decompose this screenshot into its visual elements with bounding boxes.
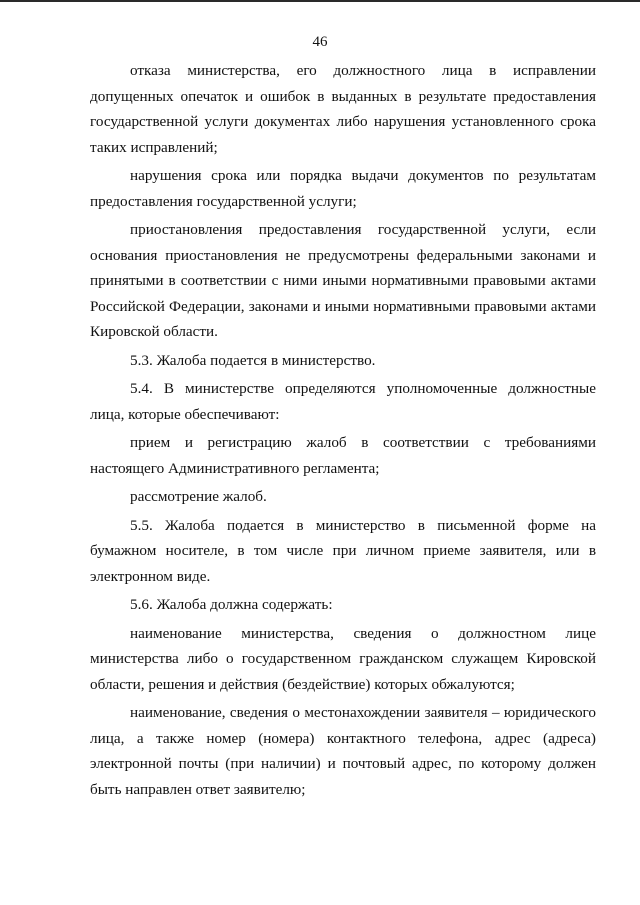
paragraph-suspension: приостановления предоставления государственной услуги, если основания приостановления не предусмотрены федеральными законами и принятыми в соответствии с ними иными нормативными правовыми актами Российской Федерации, законами и иными нормативными правовыми актами Кировской области. <box>90 221 596 340</box>
paragraph-applicant-info: наименование, сведения о местонахождении заявителя – юридического лица, а также номер (номера) контактного телефона, адрес (адреса) электронной почты (при наличии) и почтовый адрес, по которому должен быть направлен ответ заявителю; <box>90 704 596 798</box>
paragraph-refusal-corrections: отказа министерства, его должностного лица в исправлении допущенных опечаток и ошибок в выданных в результате предоставления государственной услуги документах либо нарушения установленного срока таких исправлений; <box>90 62 596 156</box>
paragraph-5-3: 5.3. Жалоба подается в министерство. <box>130 351 376 369</box>
paragraph-5-5: 5.5. Жалоба подается в министерство в письменной форме на бумажном носителе, в том числе при личном приеме заявителя, или в электронном виде. <box>90 516 596 585</box>
paragraph-deadline-violation: нарушения срока или порядка выдачи документов по результатам предоставления государственной услуги; <box>90 167 596 210</box>
document-body <box>90 58 596 805</box>
paragraph-review: рассмотрение жалоб. <box>130 488 267 505</box>
paragraph-5-4: 5.4. В министерстве определяются уполномоченные должностные лица, которые обеспечивают: <box>90 380 596 423</box>
paragraph-5-6: 5.6. Жалоба должна содержать: <box>130 596 333 613</box>
page-top-edge <box>0 0 640 2</box>
paragraph-receipt-registration: прием и регистрацию жалоб в соответствии с требованиями настоящего Административного регламента; <box>90 434 596 477</box>
paragraph-ministry-name: наименование министерства, сведения о должностном лице министерства либо о государственном гражданском служащем Кировской области, решения и действия (бездействие) которых обжалуются; <box>90 624 596 693</box>
page-number: 46 <box>312 34 328 50</box>
